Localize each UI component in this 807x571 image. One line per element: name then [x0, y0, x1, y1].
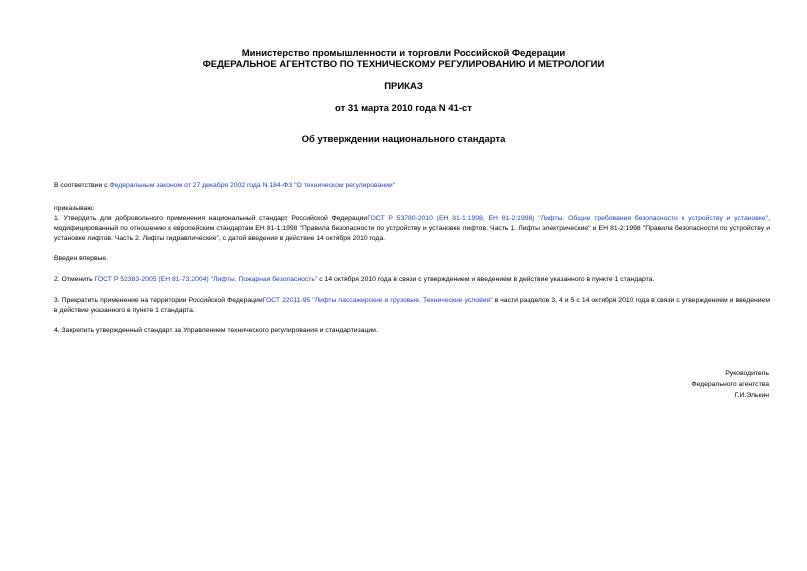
- vveden-text: Введен впервые.: [54, 255, 109, 262]
- paragraph-1: [54, 214, 770, 244]
- ministry-title: Министерство промышленности и торговли Российской Федерации: [241, 48, 566, 59]
- paragraph-4: 4. Закрепить утвержденный стандарт за Управлением технического регулирования и стандартизации.: [54, 327, 378, 334]
- signature-organization: Федерального агентства: [691, 381, 769, 388]
- signature-name: Г.И.Элькин: [734, 392, 769, 399]
- paragraph-2-prefix: 2. Отменить: [54, 276, 95, 283]
- paragraph-2: [54, 275, 770, 285]
- document-subject: Об утверждении национального стандарта: [301, 134, 506, 145]
- federal-law-link[interactable]: Федеральным законом от 27 декабря 2002 года N 184-ФЗ "О техническом регулировании": [109, 182, 396, 189]
- prikazyvayu-text: приказываю:: [54, 205, 95, 212]
- gost-22011-link[interactable]: ГОСТ 22011-95 "Лифты пассажирские и грузовые. Технические условия": [262, 297, 493, 304]
- paragraph-2-suffix: с 14 октября 2010 года в связи с утверждением и введением в действие указанного в пункте 1 стандарта.: [317, 276, 655, 283]
- paragraph-1-prefix: 1. Утвердить для добровольного применения национальный стандарт Российской Федерации: [54, 215, 368, 222]
- paragraph-3: [54, 296, 770, 316]
- paragraph-1-suffix: , модифицированный по отношению к европейским стандартам ЕН 81-1:1998 "Правила безопасности по устройству и установке лифтов. Часть 1. Лифты электрические" и ЕН 81-2:1998 "Правила безопасности по устройству и установке лифтов. Часть 2. Лифты гидравлические", с датой введения в действие 14 октября 2010 года.: [54, 215, 771, 242]
- agency-title: ФЕДЕРАЛЬНОЕ АГЕНТСТВО ПО ТЕХНИЧЕСКОМУ РЕГУЛИРОВАНИЮ И МЕТРОЛОГИИ: [202, 59, 605, 70]
- paragraph-3-suffix: в части разделов 3, 4 и 5 с 14 октября 2010 года в связи с утверждением и введением в действие указанного в пункте 1 стандарта.: [54, 297, 770, 314]
- paragraph-3-prefix: 3. Прекратить применение на территории Российской Федерации: [54, 297, 263, 304]
- gost-53780-link[interactable]: ГОСТ Р 53780-2010 (ЕН 81-1:1998, ЕН 81-2:1998) "Лифты. Общие требования безопасности к устройству и установке": [367, 215, 769, 222]
- document-date-number: от 31 марта 2010 года N 41-ст: [335, 103, 472, 114]
- intro-prefix: В соответствии с: [54, 182, 110, 189]
- intro-paragraph: [54, 181, 770, 191]
- document-type: ПРИКАЗ: [384, 81, 423, 92]
- signature-position: Руководитель: [725, 370, 769, 377]
- gost-52383-link[interactable]: ГОСТ Р 52383-2005 (ЕН 81-73:2004) "Лифты. Пожарная безопасность": [94, 276, 318, 283]
